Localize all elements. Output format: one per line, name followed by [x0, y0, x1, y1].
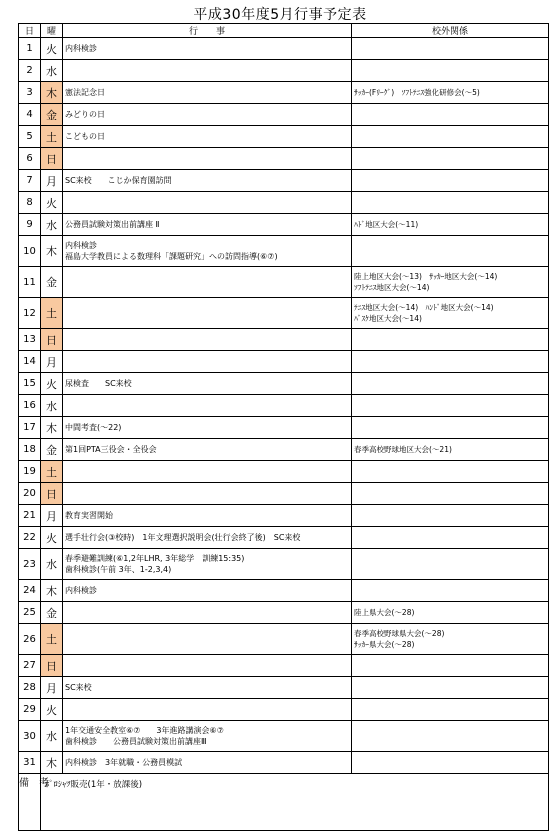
weekday-cell: 日 [41, 655, 63, 677]
day-cell: 19 [19, 461, 41, 483]
notes-text: ﾎﾟﾛｼｬﾂ販売(1年・放課後) [41, 774, 549, 831]
external-cell [352, 104, 549, 126]
event-text: 内科検診 [65, 44, 97, 53]
table-row [19, 699, 549, 721]
table-row [19, 82, 549, 104]
event-text: 福島大学教員による数理科「課題研究」への訪問指導(⑥⑦) [65, 252, 278, 261]
day-cell: 9 [19, 214, 41, 236]
table-row [19, 624, 549, 655]
day-cell: 25 [19, 602, 41, 624]
day-cell: 20 [19, 483, 41, 505]
day-cell: 12 [19, 298, 41, 329]
day-cell: 17 [19, 417, 41, 439]
day-cell: 24 [19, 580, 41, 602]
events-cell [63, 126, 352, 148]
weekday-cell: 金 [41, 267, 63, 298]
weekday-cell: 木 [41, 752, 63, 774]
external-cell [352, 373, 549, 395]
schedule-table [18, 23, 549, 831]
external-cell [352, 148, 549, 170]
day-cell: 4 [19, 104, 41, 126]
weekday-cell: 火 [41, 699, 63, 721]
external-cell [352, 461, 549, 483]
events-cell [63, 417, 352, 439]
day-cell: 7 [19, 170, 41, 192]
header-events: 行 事 [63, 24, 352, 38]
day-cell: 10 [19, 236, 41, 267]
external-cell [352, 38, 549, 60]
table-row [19, 439, 549, 461]
external-cell [352, 126, 549, 148]
external-cell [352, 602, 549, 624]
external-cell [352, 329, 549, 351]
external-cell [352, 60, 549, 82]
event-text: みどりの日 [65, 110, 105, 119]
notes-label [19, 774, 49, 831]
events-cell [63, 677, 352, 699]
external-cell [352, 505, 549, 527]
day-cell: 14 [19, 351, 41, 373]
event-text: 歯科検診(午前 3年、1-2,3,4) [65, 565, 172, 574]
weekday-cell: 金 [41, 439, 63, 461]
weekday-cell: 火 [41, 192, 63, 214]
weekday-cell: 木 [41, 417, 63, 439]
page-title: 平成30年度5月行事予定表 [193, 7, 367, 23]
events-cell [63, 298, 352, 329]
external-cell [352, 82, 549, 104]
events-cell [63, 236, 352, 267]
weekday-cell: 月 [41, 505, 63, 527]
external-cell [352, 417, 549, 439]
events-cell [63, 104, 352, 126]
table-row [19, 38, 549, 60]
external-cell [352, 752, 549, 774]
external-text: ﾃﾆｽ地区大会(～14) ﾊﾝﾄﾞ地区大会(～14) [354, 303, 494, 312]
events-cell [63, 214, 352, 236]
event-text: こどもの日 [65, 132, 105, 141]
weekday-cell: 木 [41, 580, 63, 602]
external-cell [352, 699, 549, 721]
day-cell: 27 [19, 655, 41, 677]
schedule-body [19, 38, 549, 774]
weekday-cell: 日 [41, 148, 63, 170]
events-cell [63, 461, 352, 483]
day-cell: 1 [19, 38, 41, 60]
event-text: 内科検診 3年就職・公務員模試 [65, 758, 183, 767]
day-cell: 13 [19, 329, 41, 351]
event-text: 内科検診 [65, 586, 97, 595]
day-cell: 28 [19, 677, 41, 699]
external-cell [352, 483, 549, 505]
external-cell [352, 395, 549, 417]
events-cell [63, 602, 352, 624]
day-cell: 11 [19, 267, 41, 298]
external-cell [352, 549, 549, 580]
events-cell [63, 505, 352, 527]
weekday-cell: 木 [41, 236, 63, 267]
events-cell [63, 395, 352, 417]
day-cell: 3 [19, 82, 41, 104]
weekday-cell: 月 [41, 351, 63, 373]
events-cell [63, 170, 352, 192]
day-cell: 26 [19, 624, 41, 655]
external-text: 春季高校野球地区大会(～21) [354, 445, 452, 454]
table-row [19, 752, 549, 774]
external-text: ｿﾌﾄﾃﾆｽ地区大会(～14) [354, 283, 430, 292]
external-text: ﾊﾄﾞ地区大会(～11) [354, 220, 419, 229]
table-row [19, 549, 549, 580]
table-row [19, 60, 549, 82]
external-cell [352, 624, 549, 655]
events-cell [63, 580, 352, 602]
weekday-cell: 土 [41, 461, 63, 483]
events-cell [63, 329, 352, 351]
table-row [19, 461, 549, 483]
external-cell [352, 170, 549, 192]
external-cell [352, 192, 549, 214]
day-cell: 16 [19, 395, 41, 417]
header-day: 日 [19, 24, 41, 38]
weekday-cell: 土 [41, 298, 63, 329]
events-cell [63, 527, 352, 549]
table-row [19, 395, 549, 417]
weekday-cell: 金 [41, 104, 63, 126]
event-text: 歯科検診 公務員試験対策出前講座Ⅲ [65, 737, 207, 746]
weekday-cell: 火 [41, 38, 63, 60]
table-row [19, 148, 549, 170]
table-row [19, 373, 549, 395]
event-text: 選手壮行会(③校時) 1年文理選択説明会(壮行会終了後) SC来校 [65, 533, 301, 542]
events-cell [63, 483, 352, 505]
events-cell [63, 267, 352, 298]
table-row [19, 483, 549, 505]
day-cell: 31 [19, 752, 41, 774]
header-dow: 曜 [41, 24, 63, 38]
table-row [19, 126, 549, 148]
day-cell: 6 [19, 148, 41, 170]
events-cell [63, 624, 352, 655]
external-cell [352, 527, 549, 549]
table-row [19, 417, 549, 439]
table-row [19, 721, 549, 752]
weekday-cell: 火 [41, 527, 63, 549]
external-cell [352, 298, 549, 329]
external-cell [352, 655, 549, 677]
external-text: 陸上県大会(～28) [354, 608, 415, 617]
external-text: 陸上地区大会(～13) ｻｯｶｰ地区大会(～14) [354, 272, 498, 281]
event-text: 第1回PTA三役会・全役会 [65, 445, 157, 454]
table-row [19, 580, 549, 602]
event-text: 教育実習開始 [65, 511, 113, 520]
events-cell [63, 38, 352, 60]
header-external: 校外関係 [352, 24, 549, 38]
events-cell [63, 82, 352, 104]
event-text: SC来校 [65, 683, 92, 692]
weekday-cell: 金 [41, 602, 63, 624]
events-cell [63, 655, 352, 677]
table-row [19, 170, 549, 192]
weekday-cell: 水 [41, 549, 63, 580]
weekday-cell: 日 [41, 329, 63, 351]
external-cell [352, 439, 549, 461]
external-text: ﾊﾞｽｹ地区大会(～14) [354, 314, 422, 323]
table-row [19, 655, 549, 677]
day-cell: 22 [19, 527, 41, 549]
table-row [19, 602, 549, 624]
external-cell [352, 267, 549, 298]
table-row [19, 267, 549, 298]
weekday-cell: 水 [41, 214, 63, 236]
weekday-cell: 月 [41, 170, 63, 192]
day-cell: 23 [19, 549, 41, 580]
table-row [19, 329, 549, 351]
day-cell: 15 [19, 373, 41, 395]
weekday-cell: 木 [41, 82, 63, 104]
day-cell: 18 [19, 439, 41, 461]
event-text: SC来校 こじか保育園訪問 [65, 176, 172, 185]
day-cell: 29 [19, 699, 41, 721]
notes-row [19, 774, 549, 831]
external-cell [352, 580, 549, 602]
events-cell [63, 752, 352, 774]
table-row [19, 236, 549, 267]
weekday-cell: 水 [41, 395, 63, 417]
events-cell [63, 148, 352, 170]
events-cell [63, 60, 352, 82]
external-cell [352, 351, 549, 373]
event-text: 1年交通安全教室⑥⑦ 3年進路講演会⑥⑦ [65, 726, 224, 735]
table-row [19, 104, 549, 126]
table-row [19, 527, 549, 549]
notes-label-text: 備 考 [19, 778, 49, 789]
external-text: 春季高校野球県大会(～28) [354, 629, 445, 638]
event-text: 内科検診 [65, 241, 97, 250]
events-cell [63, 351, 352, 373]
events-cell [63, 699, 352, 721]
external-cell [352, 214, 549, 236]
day-cell: 21 [19, 505, 41, 527]
weekday-cell: 土 [41, 126, 63, 148]
external-cell [352, 677, 549, 699]
table-header-row [19, 24, 549, 38]
external-cell [352, 236, 549, 267]
weekday-cell: 水 [41, 60, 63, 82]
day-cell: 2 [19, 60, 41, 82]
external-cell [352, 721, 549, 752]
external-text: ｻｯｶｰ(Fﾘｰｸﾞ) ｿﾌﾄﾃﾆｽ強化研修会(～5) [354, 88, 480, 97]
event-text: 中間考査(～22) [65, 423, 122, 432]
event-text: 尿検査 SC来校 [65, 379, 132, 388]
events-cell [63, 721, 352, 752]
weekday-cell: 日 [41, 483, 63, 505]
weekday-cell: 土 [41, 624, 63, 655]
event-text: 憲法記念日 [65, 88, 105, 97]
table-row [19, 677, 549, 699]
events-cell [63, 549, 352, 580]
weekday-cell: 火 [41, 373, 63, 395]
table-row [19, 214, 549, 236]
table-row [19, 298, 549, 329]
table-row [19, 505, 549, 527]
events-cell [63, 439, 352, 461]
events-cell [63, 373, 352, 395]
day-cell: 30 [19, 721, 41, 752]
events-cell [63, 192, 352, 214]
day-cell: 5 [19, 126, 41, 148]
table-row [19, 192, 549, 214]
weekday-cell: 月 [41, 677, 63, 699]
event-text: 公務員試験対策出前講座 Ⅱ [65, 220, 160, 229]
day-cell: 8 [19, 192, 41, 214]
event-text: 春季避難訓練(⑥1,2年LHR, 3年総学 訓練15:35) [65, 554, 245, 563]
external-text: ｻｯｶｰ県大会(～28) [354, 640, 415, 649]
weekday-cell: 水 [41, 721, 63, 752]
table-row [19, 351, 549, 373]
